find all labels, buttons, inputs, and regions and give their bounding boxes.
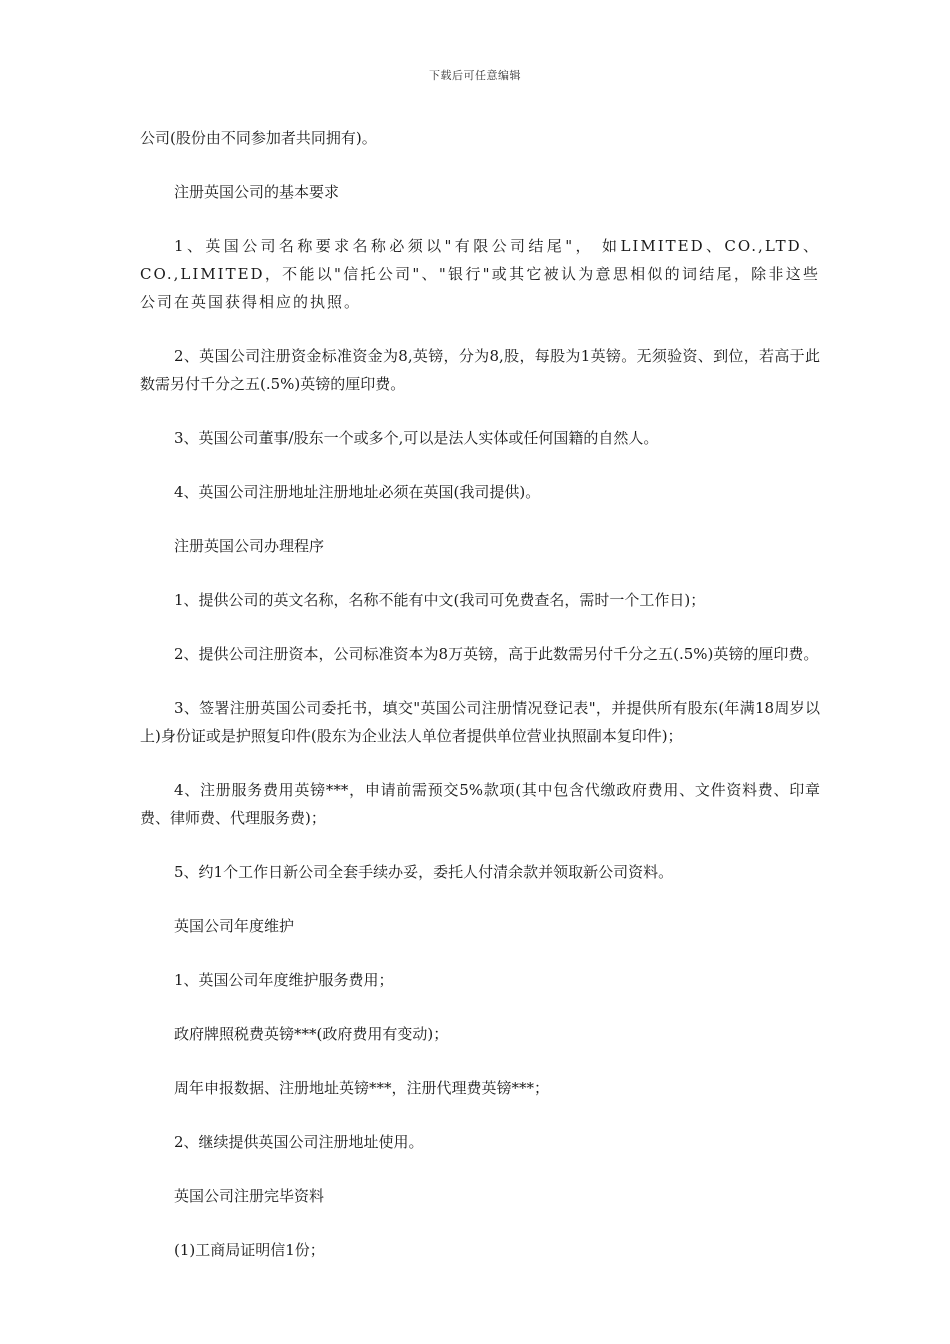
paragraph-procedure-3: 3、签署注册英国公司委托书，填交"英国公司注册情况登记表"，并提供所有股东(年满18周岁以上)身份证或是护照复印件(股东为企业法人单位者提供单位营业执照副本复印件)； <box>140 699 820 745</box>
paragraph-maintenance-1: 1、英国公司年度维护服务费用； <box>174 971 394 989</box>
document-body <box>140 124 820 1264</box>
paragraph-procedure-1: 1、提供公司的英文名称，名称不能有中文(我司可免费查名，需时一个工作日)； <box>174 591 706 609</box>
paragraph-maintenance-gov-fee: 政府牌照税费英镑***(政府费用有变动)； <box>174 1025 449 1043</box>
paragraph-procedure-2: 2、提供公司注册资本，公司标准资本为8万英镑，高于此数需另付千分之五(.5%)英镑的厘印费。 <box>174 645 819 663</box>
section-heading-requirements: 注册英国公司的基本要求 <box>174 183 340 201</box>
paragraph-requirement-2: 2、英国公司注册资金标准资金为8,英镑，分为8,股，每股为1英镑。无须验资、到位，若高于此数需另付千分之五(.5%)英镑的厘印费。 <box>140 347 820 393</box>
paragraph-procedure-5: 5、约1个工作日新公司全套手续办妥，委托人付清余款并领取新公司资料。 <box>174 863 674 881</box>
section-heading-documents: 英国公司注册完毕资料 <box>174 1187 325 1205</box>
paragraph-maintenance-annual: 周年申报数据、注册地址英镑***，注册代理费英镑***； <box>174 1079 550 1097</box>
paragraph-requirement-3: 3、英国公司董事/股东一个或多个,可以是法人实体或任何国籍的自然人。 <box>174 429 659 447</box>
paragraph-requirement-4: 4、英国公司注册地址注册地址必须在英国(我司提供)。 <box>174 483 541 501</box>
section-heading-maintenance: 英国公司年度维护 <box>174 917 295 935</box>
paragraph-intro: 公司(股份由不同参加者共同拥有)。 <box>140 129 377 147</box>
page-header: 下载后可任意编辑 <box>429 69 521 82</box>
paragraph-requirement-1: 1、英国公司名称要求名称必须以"有限公司结尾"， 如LIMITED、CO.,LTD、CO.,LIMITED，不能以"信托公司"、"银行"或其它被认为意思相似的词结尾，除非这些公司在英国获得相应的执照。 <box>140 237 820 311</box>
paragraph-documents-1: (1)工商局证明信1份； <box>174 1241 325 1259</box>
section-heading-procedure: 注册英国公司办理程序 <box>174 537 325 555</box>
paragraph-procedure-4: 4、注册服务费用英镑***，申请前需预交5%款项(其中包含代缴政府费用、文件资料费、印章费、律师费、代理服务费)； <box>140 781 820 827</box>
paragraph-maintenance-2: 2、继续提供英国公司注册地址使用。 <box>174 1133 424 1151</box>
